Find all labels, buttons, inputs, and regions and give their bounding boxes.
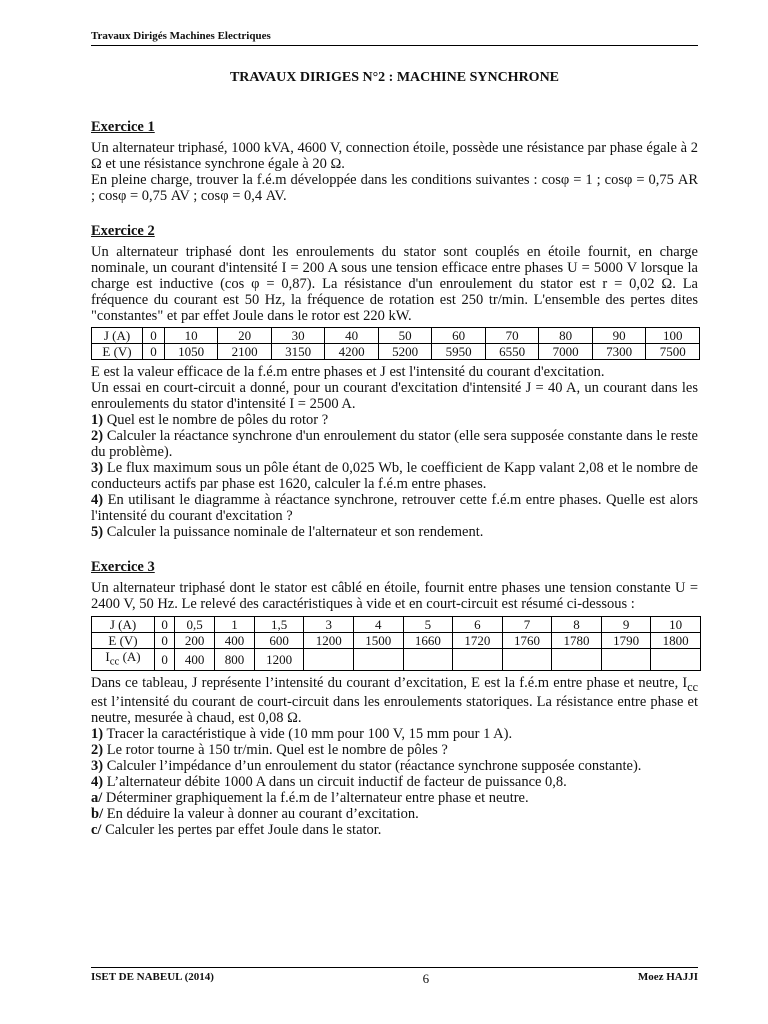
question-number: b/ <box>91 806 104 823</box>
question-text: Le flux maximum sous un pôle étant de 0,025 Wb, le coefficient de Kapp valant 2,08 et le nombre de conducteurs actifs par phase est 1620, calculer la f.é.m entre phases. <box>91 460 698 492</box>
table-cell: 7000 <box>539 344 593 360</box>
table-cell: 1790 <box>601 633 651 649</box>
table-cell: 0 <box>155 633 175 649</box>
table-row <box>92 328 700 344</box>
note-part-b: est l’intensité du courant de court-circuit dans les enroulements statoriques. La résistance entre phase et neutre, mesurée à chaud, est 0,08 Ω. <box>91 694 698 727</box>
table-cell: 7 <box>502 617 552 633</box>
table-cell: 5 <box>403 617 453 633</box>
page-number: 6 <box>422 971 430 986</box>
table-row <box>92 344 700 360</box>
table-cell: 3 <box>304 617 354 633</box>
question-number: 2) <box>91 428 104 444</box>
table-cell: 60 <box>432 328 486 344</box>
table-row-header: J (A) <box>92 617 155 633</box>
table-cell <box>552 649 602 671</box>
question-number: 4) <box>91 492 104 508</box>
question-number: 3) <box>91 460 104 476</box>
exercise-3-title: Exercice 3 <box>91 559 155 575</box>
exercise-3-intro: Un alternateur triphasé dont le stator est câblé en étoile, fournit entre phases une tension constante U = 2400 V, 50 Hz. Le relevé des caractéristiques à vide et en court-circuit est résumé ci-dessous : <box>91 580 698 612</box>
table-row-header: E (V) <box>92 344 143 360</box>
exercise-1-statement: Un alternateur triphasé, 1000 kVA, 4600 V, connection étoile, possède une résistance par phase égale à 2 Ω et une résistance synchrone égale à 20 Ω. <box>91 140 698 172</box>
question-text: En utilisant le diagramme à réactance synchrone, retrouver cette f.é.m entre phases. Quelle est alors l'intensité du courant d'excitation ? <box>91 492 698 524</box>
question-item <box>91 412 698 428</box>
question-text: Le rotor tourne à 150 tr/min. Quel est le nombre de pôles ? <box>103 742 448 759</box>
table-row-header: J (A) <box>92 328 143 344</box>
table-cell: 1,5 <box>254 617 304 633</box>
table-cell: 0 <box>143 344 165 360</box>
table-cell: 0 <box>155 649 175 671</box>
row-header-unit: (A) <box>119 649 141 664</box>
table-row-header: E (V) <box>92 633 155 649</box>
table-cell: 400 <box>215 633 255 649</box>
table-cell: 5950 <box>432 344 486 360</box>
footer-institution: ISET DE NABEUL (2014) <box>91 971 214 983</box>
table-cell: 6 <box>453 617 503 633</box>
document-title: TRAVAUX DIRIGES N°2 : MACHINE SYNCHRONE <box>229 70 560 85</box>
row-header-subscript: cc <box>109 655 120 668</box>
question-number: 3) <box>91 758 104 775</box>
question-text: Tracer la caractéristique à vide (10 mm pour 100 V, 15 mm pour 1 A). <box>103 726 513 743</box>
table-cell: 50 <box>378 328 432 344</box>
table-row <box>92 617 701 633</box>
question-number: 4) <box>91 774 104 791</box>
question-number: a/ <box>91 790 103 807</box>
table-cell: 4200 <box>325 344 379 360</box>
question-text: L’alternateur débite 1000 A dans un circuit inductif de facteur de puissance 0,8. <box>103 774 567 791</box>
table-cell <box>304 649 354 671</box>
question-text: Déterminer graphiquement la f.é.m de l’alternateur entre phase et neutre. <box>102 790 529 807</box>
table-cell: 1200 <box>254 649 304 671</box>
table-cell <box>353 649 403 671</box>
table-cell: 100 <box>646 328 700 344</box>
exercise-2-title: Exercice 2 <box>91 223 155 239</box>
table-cell: 8 <box>552 617 602 633</box>
table-cell: 400 <box>175 649 215 671</box>
table-cell: 1200 <box>304 633 354 649</box>
question-text: Calculer la réactance synchrone d'un enroulement du stator (elle sera supposée constante dans le reste du problème). <box>91 428 698 460</box>
footer-author: Moez HAJJI <box>637 971 698 983</box>
question-number: c/ <box>91 822 102 839</box>
table-cell: 1050 <box>164 344 218 360</box>
table-cell <box>601 649 651 671</box>
question-item <box>91 790 698 806</box>
table-cell: 1500 <box>353 633 403 649</box>
table-row <box>92 633 701 649</box>
table-cell: 5200 <box>378 344 432 360</box>
table-cell: 90 <box>592 328 646 344</box>
table-cell: 0 <box>155 617 175 633</box>
question-text: Quel est le nombre de pôles du rotor ? <box>103 412 329 428</box>
question-item <box>91 774 698 790</box>
note-subscript: cc <box>687 679 698 694</box>
exercise-1 <box>91 118 698 204</box>
exercise-3-questions <box>91 726 698 838</box>
question-item <box>91 524 698 540</box>
table-cell: 10 <box>651 617 701 633</box>
table-cell: 200 <box>175 633 215 649</box>
table-cell: 3150 <box>271 344 325 360</box>
table-cell: 1660 <box>403 633 453 649</box>
table-cell: 0 <box>143 328 165 344</box>
question-item <box>91 492 698 524</box>
question-text: Calculer les pertes par effet Joule dans le stator. <box>101 822 382 839</box>
table-cell: 20 <box>218 328 272 344</box>
exercise-2-table <box>91 327 700 360</box>
table-cell: 1800 <box>651 633 701 649</box>
table-cell: 70 <box>485 328 539 344</box>
table-cell <box>453 649 503 671</box>
question-item <box>91 460 698 492</box>
table-cell: 30 <box>271 328 325 344</box>
table-cell: 9 <box>601 617 651 633</box>
question-item <box>91 726 698 742</box>
exercise-3-table <box>91 616 701 671</box>
table-cell: 40 <box>325 328 379 344</box>
table-row-header <box>92 649 155 671</box>
question-item <box>91 428 698 460</box>
table-row <box>92 649 701 671</box>
table-cell: 4 <box>353 617 403 633</box>
exercise-1-question: En pleine charge, trouver la f.é.m développée dans les conditions suivantes : cosφ = 1 ; cosφ = 0,75 AR ; cosφ = 0,75 AV ; cosφ = 0,4 AV. <box>91 172 698 204</box>
page-footer <box>91 967 698 987</box>
question-item <box>91 822 698 838</box>
table-cell: 6550 <box>485 344 539 360</box>
question-number: 5) <box>91 524 104 540</box>
table-cell <box>403 649 453 671</box>
table-cell: 10 <box>164 328 218 344</box>
question-number: 1) <box>91 412 104 428</box>
table-cell: 1 <box>215 617 255 633</box>
table-cell: 1720 <box>453 633 503 649</box>
table-cell: 2100 <box>218 344 272 360</box>
table-cell: 0,5 <box>175 617 215 633</box>
table-cell: 7500 <box>646 344 700 360</box>
question-number: 1) <box>91 726 104 743</box>
question-item <box>91 806 698 822</box>
exercise-3-table-note <box>91 675 698 727</box>
question-item <box>91 742 698 758</box>
table-cell: 1760 <box>502 633 552 649</box>
question-text: Calculer la puissance nominale de l'alternateur et son rendement. <box>103 524 484 540</box>
question-text: En déduire la valeur à donner au courant d’excitation. <box>103 806 419 823</box>
row-header-main: I <box>105 649 110 664</box>
exercise-2 <box>91 222 698 540</box>
table-cell <box>502 649 552 671</box>
exercise-3 <box>91 558 698 838</box>
table-cell: 600 <box>254 633 304 649</box>
table-cell: 7300 <box>592 344 646 360</box>
question-number: 2) <box>91 742 104 759</box>
exercise-2-short-circuit-test: Un essai en court-circuit a donné, pour un courant d'excitation d'intensité J = 40 A, un courant dans les enroulements du stator d'intensité I = 2500 A. <box>91 380 698 412</box>
table-cell <box>651 649 701 671</box>
exercise-2-questions <box>91 412 698 540</box>
note-part-a: Dans ce tableau, J représente l’intensité du courant d’excitation, E est la f.é.m entre phase et neutre, I <box>91 674 688 691</box>
table-cell: 1780 <box>552 633 602 649</box>
exercise-1-title: Exercice 1 <box>91 119 155 135</box>
exercise-2-table-note: E est la valeur efficace de la f.é.m entre phases et J est l'intensité du courant d'excitation. <box>91 364 605 380</box>
table-cell: 800 <box>215 649 255 671</box>
exercise-2-intro: Un alternateur triphasé dont les enroulements du stator sont couplés en étoile fournit, en charge nominale, un courant d'intensité I = 200 A sous une tension efficace entre phases U = 5000 V lorsque la charge est inductive (cos φ = 0,87). La résistance d'un enroulement du stator est r = 0,02 Ω. La fréquence du courant est 50 Hz, la fréquence de rotation est 250 tr/min. L'ensemble des pertes dites "constantes" et par effet Joule dans le rotor est 220 kW. <box>91 244 698 324</box>
table-cell: 80 <box>539 328 593 344</box>
running-header: Travaux Dirigés Machines Electriques <box>91 30 698 46</box>
question-text: Calculer l’impédance d’un enroulement du stator (réactance synchrone supposée constante). <box>103 758 642 775</box>
question-item <box>91 758 698 774</box>
